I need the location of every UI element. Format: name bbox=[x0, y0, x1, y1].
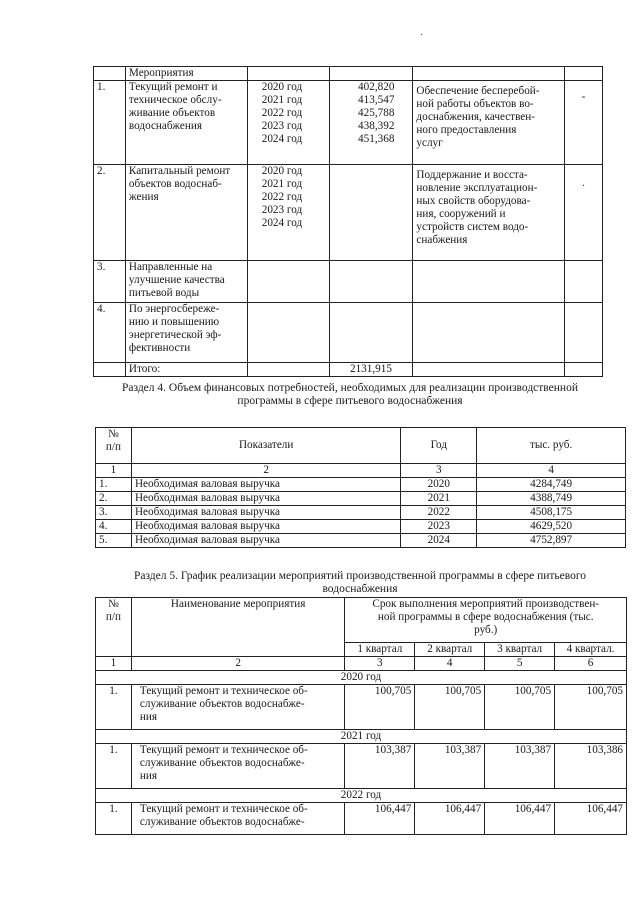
measure-values bbox=[329, 303, 413, 363]
measure-name-line: Капитальный ремонт bbox=[128, 165, 231, 177]
section4-title-line2: программы в сфере питьевого водоснабжения bbox=[237, 395, 463, 407]
term-header bbox=[345, 598, 627, 643]
quarter-value: 100,705 bbox=[555, 685, 627, 730]
row-number: 1. bbox=[96, 685, 132, 730]
schedule-row bbox=[96, 685, 627, 730]
row-number: 1. bbox=[96, 744, 132, 789]
row-number: 2. bbox=[96, 492, 132, 506]
measure-number: 2. bbox=[94, 165, 126, 261]
measure-mark: . bbox=[565, 165, 603, 261]
result-line: ного предоставления bbox=[416, 124, 517, 136]
year-value: 451,368 bbox=[358, 133, 395, 145]
result-line: Поддержание и восста- bbox=[416, 169, 528, 181]
year-value: 413,547 bbox=[358, 94, 395, 106]
quarter-value: 106,447 bbox=[555, 803, 627, 835]
measure-name-line: живание объектов bbox=[128, 107, 216, 119]
result-line: доснабжения, качествен- bbox=[416, 111, 535, 123]
measure-number: 3. bbox=[94, 261, 126, 303]
num-header-line2: п/п bbox=[105, 611, 121, 623]
colnum: 3 bbox=[345, 657, 415, 671]
section4-title bbox=[80, 382, 620, 408]
quarter-value: 106,447 bbox=[485, 803, 555, 835]
measure-result bbox=[413, 261, 565, 303]
measure-result bbox=[413, 165, 565, 261]
quarter-value: 103,387 bbox=[485, 744, 555, 789]
measure-row bbox=[94, 261, 603, 303]
colnum: 5 bbox=[485, 657, 555, 671]
measure-years bbox=[247, 165, 329, 261]
quarter-value: 100,705 bbox=[345, 685, 415, 730]
financial-row bbox=[96, 534, 626, 548]
indicator: Необходимая валовая выручка bbox=[131, 520, 400, 534]
measure-name bbox=[131, 744, 344, 789]
year-header: Год bbox=[401, 428, 477, 464]
num-header-line1: № bbox=[108, 598, 119, 610]
measure-result bbox=[413, 81, 565, 165]
measure-mark bbox=[565, 261, 603, 303]
section5-title bbox=[90, 570, 630, 596]
amount: 4508,175 bbox=[477, 506, 626, 520]
measure-values bbox=[329, 81, 413, 165]
year: 2024 bbox=[401, 534, 477, 548]
result-line: услуг bbox=[416, 137, 443, 149]
colnum: 2 bbox=[131, 464, 400, 478]
result-line: новление эксплуатацион- bbox=[416, 182, 538, 194]
quarter-value: 100,705 bbox=[415, 685, 485, 730]
measure-name bbox=[125, 81, 247, 165]
measure-name-line: По энергосбереже- bbox=[128, 303, 220, 315]
year-label: 2023 год bbox=[261, 120, 303, 132]
colnum: 2 bbox=[131, 657, 344, 671]
year-label: 2024 год bbox=[261, 217, 303, 229]
result-line: ной работы объектов во- bbox=[416, 98, 534, 110]
year-value: 402,820 bbox=[358, 81, 395, 93]
measure-name-line: Текущий ремонт и bbox=[128, 81, 218, 93]
colnum: 1 bbox=[96, 657, 132, 671]
measure-name-line: объектов водоснаб- bbox=[128, 178, 222, 190]
quarter-value: 103,387 bbox=[345, 744, 415, 789]
scan-mark: · bbox=[420, 30, 424, 41]
measure-name-line: улучшение качества bbox=[128, 274, 225, 286]
year-row bbox=[96, 730, 627, 744]
financial-row bbox=[96, 492, 626, 506]
measure-name-line: техническое обслу- bbox=[128, 94, 222, 106]
measures-total-row bbox=[94, 363, 603, 377]
term-header-line3: руб.) bbox=[474, 624, 498, 636]
result-line: снабжения bbox=[416, 234, 468, 246]
measure-years bbox=[247, 261, 329, 303]
colnum: 1 bbox=[96, 464, 132, 478]
quarter-value: 106,447 bbox=[345, 803, 415, 835]
quarter-4-header: 4 квартал. bbox=[555, 643, 627, 657]
measure-name-line: фективности bbox=[128, 342, 191, 354]
measure-row bbox=[94, 81, 603, 165]
financial-row bbox=[96, 478, 626, 492]
financial-colnum-row bbox=[96, 464, 626, 478]
measure-name-line: Направленные на bbox=[128, 261, 213, 273]
measure-name-line: жения bbox=[128, 191, 159, 203]
measure-mark bbox=[565, 303, 603, 363]
measures-table bbox=[93, 66, 603, 377]
quarter-value: 103,386 bbox=[555, 744, 627, 789]
row-number: 3. bbox=[96, 506, 132, 520]
value-header: тыс. руб. bbox=[477, 428, 626, 464]
result-line: Обеспечение бесперебой- bbox=[416, 85, 540, 97]
amount: 4629,520 bbox=[477, 520, 626, 534]
measure-name-line: ния bbox=[139, 770, 158, 782]
result-line: ных свойств оборудова- bbox=[416, 195, 531, 207]
total-value: 2131,915 bbox=[329, 363, 413, 377]
measure-number: 4. bbox=[94, 303, 126, 363]
year-row bbox=[96, 789, 627, 803]
year-label: 2020 год bbox=[96, 671, 627, 685]
row-number: 4. bbox=[96, 520, 132, 534]
year: 2023 bbox=[401, 520, 477, 534]
measure-name bbox=[131, 803, 344, 835]
measure-name-line: водоснабжения bbox=[128, 120, 202, 132]
year-value: 425,788 bbox=[358, 107, 395, 119]
indicator: Необходимая валовая выручка bbox=[131, 534, 400, 548]
measure-name bbox=[125, 165, 247, 261]
quarter-value: 100,705 bbox=[485, 685, 555, 730]
colnum: 4 bbox=[415, 657, 485, 671]
measure-mark: - bbox=[565, 81, 603, 165]
term-header-line2: ной программы в сфере водоснабжения (тыс. bbox=[377, 611, 594, 623]
measures-header-row bbox=[94, 67, 603, 81]
measure-values bbox=[329, 165, 413, 261]
row-number: 5. bbox=[96, 534, 132, 548]
financial-row bbox=[96, 520, 626, 534]
num-header-line2: п/п bbox=[105, 441, 122, 453]
result-line: ния, сооружений и bbox=[416, 208, 506, 220]
colnum: 3 bbox=[401, 464, 477, 478]
measure-name-line: служивание объектов водоснабже- bbox=[139, 757, 305, 769]
financial-header-row bbox=[96, 428, 626, 464]
num-header bbox=[96, 428, 132, 464]
section5-title-line1: Раздел 5. График реализации мероприятий производственной программы в сфере питьевого bbox=[133, 570, 587, 582]
quarter-2-header: 2 квартал bbox=[415, 643, 485, 657]
measure-row bbox=[94, 165, 603, 261]
year-row bbox=[96, 671, 627, 685]
row-number: 1. bbox=[96, 803, 132, 835]
measure-result bbox=[413, 303, 565, 363]
measure-name-line: энергетической эф- bbox=[128, 329, 222, 341]
row-number: 1. bbox=[96, 478, 132, 492]
indicator: Необходимая валовая выручка bbox=[131, 478, 400, 492]
year-label: 2022 год bbox=[261, 107, 303, 119]
term-header-line1: Срок выполнения мероприятий производствен- bbox=[372, 598, 600, 610]
quarter-value: 103,387 bbox=[415, 744, 485, 789]
measure-name-line: Текущий ремонт и техническое об- bbox=[139, 803, 308, 815]
result-line: устройств систем водо- bbox=[416, 221, 529, 233]
schedule-table bbox=[95, 597, 627, 835]
financial-needs-table bbox=[95, 427, 626, 548]
measure-name-line: ния bbox=[139, 711, 158, 723]
year: 2021 bbox=[401, 492, 477, 506]
indicator: Необходимая валовая выручка bbox=[131, 492, 400, 506]
indicator-header: Показатели bbox=[131, 428, 400, 464]
year-label: 2021 год bbox=[96, 730, 627, 744]
measure-name-line: Текущий ремонт и техническое об- bbox=[139, 744, 308, 756]
amount: 4284,749 bbox=[477, 478, 626, 492]
year: 2022 bbox=[401, 506, 477, 520]
measure-values bbox=[329, 261, 413, 303]
section5-title-line2: водоснабжения bbox=[322, 583, 398, 595]
year: 2020 bbox=[401, 478, 477, 492]
measure-name-line: служивание объектов водоснабже- bbox=[139, 816, 305, 828]
amount: 4388,749 bbox=[477, 492, 626, 506]
year-label: 2020 год bbox=[261, 81, 303, 93]
quarter-1-header: 1 квартал bbox=[345, 643, 415, 657]
indicator: Необходимая валовая выручка bbox=[131, 506, 400, 520]
year-label: 2020 год bbox=[261, 165, 303, 177]
quarter-value: 106,447 bbox=[415, 803, 485, 835]
measure-name-header: Наименование мероприятия bbox=[131, 598, 344, 657]
year-label: 2022 год bbox=[261, 191, 303, 203]
quarter-3-header: 3 квартал bbox=[485, 643, 555, 657]
measure-number: 1. bbox=[94, 81, 126, 165]
measure-name bbox=[125, 303, 247, 363]
colnum: 4 bbox=[477, 464, 626, 478]
measure-name-line: Текущий ремонт и техническое об- bbox=[139, 685, 308, 697]
colnum: 6 bbox=[555, 657, 627, 671]
measure-name-line: питьевой воды bbox=[128, 287, 200, 299]
measures-header: Мероприятия bbox=[125, 67, 247, 81]
total-label: Итого: bbox=[125, 363, 247, 377]
schedule-colnum-row bbox=[96, 657, 627, 671]
schedule-row bbox=[96, 803, 627, 835]
year-label: 2022 год bbox=[96, 789, 627, 803]
section4-title-line1: Раздел 4. Объем финансовых потребностей, необходимых для реализации производственной bbox=[122, 382, 578, 394]
measure-years bbox=[247, 303, 329, 363]
measure-name-line: служивание объектов водоснабже- bbox=[139, 698, 305, 710]
amount: 4752,897 bbox=[477, 534, 626, 548]
year-label: 2024 год bbox=[261, 133, 303, 145]
num-header bbox=[96, 598, 132, 657]
year-label: 2021 год bbox=[261, 178, 303, 190]
year-label: 2021 год bbox=[261, 94, 303, 106]
year-value: 438,392 bbox=[358, 120, 395, 132]
measure-name-line: нию и повышению bbox=[128, 316, 220, 328]
schedule-row bbox=[96, 744, 627, 789]
measure-years bbox=[247, 81, 329, 165]
year-label: 2023 год bbox=[261, 204, 303, 216]
num-header-line1: № bbox=[108, 428, 119, 440]
measure-name bbox=[125, 261, 247, 303]
financial-row bbox=[96, 506, 626, 520]
measure-name bbox=[131, 685, 344, 730]
schedule-header-row bbox=[96, 598, 627, 643]
measure-row bbox=[94, 303, 603, 363]
